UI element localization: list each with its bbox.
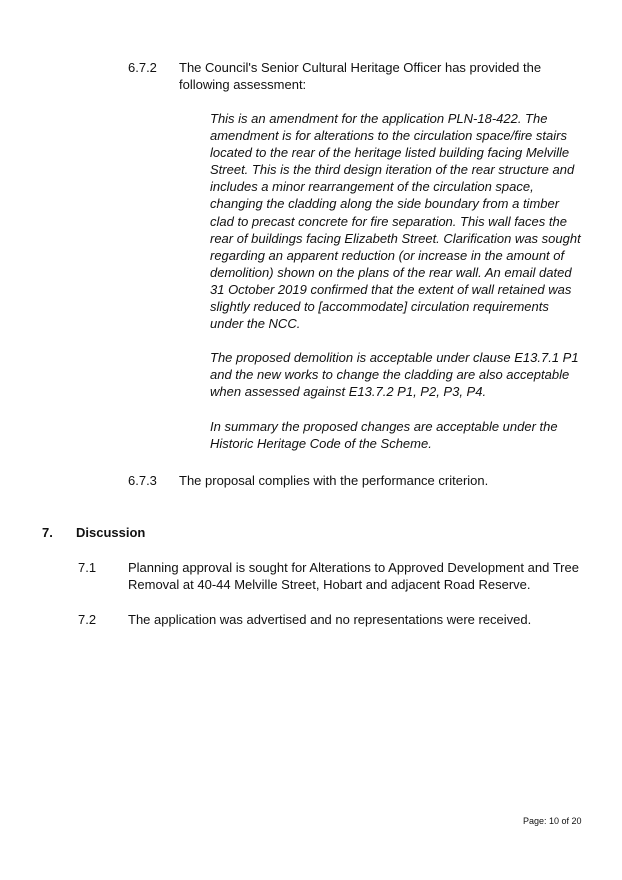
page-number-footer: Page: 10 of 20	[523, 816, 582, 826]
section-number-6-7-2: 6.7.2	[128, 60, 157, 75]
section-number-7: 7.	[42, 525, 53, 540]
section-title-discussion: Discussion	[76, 525, 146, 540]
section-number-7-1: 7.1	[78, 560, 97, 575]
section-number-7-2: 7.2	[78, 612, 97, 627]
section-number-6-7-3: 6.7.3	[128, 473, 157, 488]
section-text-7-1: Planning approval is sought for Alterations to Approved Development and Tree Removal at 40-44 Melville Street, Hobart and adjacent Road Reserve.	[128, 560, 579, 593]
section-text-7-2: The application was advertised and no representations were received.	[128, 612, 532, 627]
section-text-6-7-2: The Council's Senior Cultural Heritage Officer has provided the following assessment:	[179, 60, 542, 93]
quote-paragraph-1: This is an amendment for the application PLN-18-422. The amendment is for alterations to the circulation space/fire stairs located to the rear of the heritage listed building facing Melville Street. This is the third design iteration of the rear structure and includes a minor rearrangement of the circulation space, changing the cladding along the side boundary from a timber clad to precast concrete for fire separation. This wall faces the rear of buildings facing Elizabeth Street. Clarification was sought regarding an apparent reduction (or increase in the amount of demolition) shown on the plans of the rear wall. An email dated 31 October 2019 confirmed that the extent of wall retained was slightly reduced to [accommodate] circulation requirements under the NCC.	[210, 111, 581, 332]
quote-paragraph-2: The proposed demolition is acceptable under clause E13.7.1 P1 and the new works to change the cladding are also acceptable when assessed against E13.7.2 P1, P2, P3, P4.	[210, 350, 579, 400]
section-text-6-7-3: The proposal complies with the performance criterion.	[179, 473, 489, 488]
quote-paragraph-3: In summary the proposed changes are acceptable under the Historic Heritage Code of the Scheme.	[210, 418, 558, 451]
heritage-officer-quote	[210, 110, 582, 452]
